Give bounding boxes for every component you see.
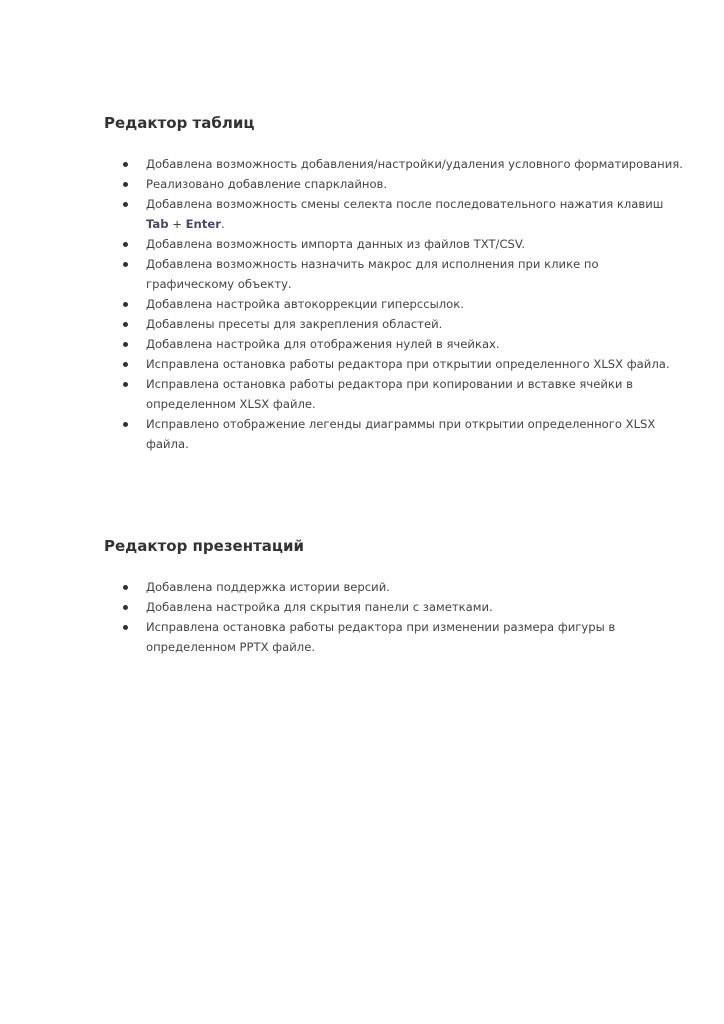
- bullet-icon: [123, 585, 128, 590]
- list-item-text: Исправлена остановка работы редактора при копировании и вставке ячейки в определенном XLSX файле.: [146, 377, 633, 411]
- list-item-text: Добавлена возможность назначить макрос для исполнения при клике по графическому объекту.: [146, 257, 599, 291]
- list-item: [104, 597, 684, 617]
- list-item: [104, 334, 684, 354]
- list-item-text: Добавлена возможность смены селекта после последовательного нажатия клавиш: [146, 197, 664, 211]
- list-item-text: Реализовано добавление спарклайнов.: [146, 177, 388, 191]
- bullet-icon: [123, 182, 128, 187]
- section-presentation-editor: [104, 536, 684, 657]
- bullet-list: [104, 577, 684, 657]
- bullet-icon: [123, 242, 128, 247]
- bullet-icon: [123, 382, 128, 387]
- list-item-text: Исправлено отображение легенды диаграммы при открытии определенного XLSX файла.: [146, 417, 656, 451]
- list-item-text: Исправлена остановка работы редактора при изменении размера фигуры в определенном PPTX файле.: [146, 620, 616, 654]
- bullet-icon: [123, 202, 128, 207]
- bullet-icon: [123, 362, 128, 367]
- bullet-icon: [123, 302, 128, 307]
- list-item-text: Добавлена настройка для отображения нулей в ячейках.: [146, 337, 500, 351]
- bullet-icon: [123, 162, 128, 167]
- list-item: [104, 354, 684, 374]
- list-item-text: Исправлена остановка работы редактора при открытии определенного XLSX файла.: [146, 357, 670, 371]
- list-item: [104, 374, 684, 414]
- list-item-text: Добавлена поддержка истории версий.: [146, 580, 390, 594]
- bullet-icon: [123, 322, 128, 327]
- bullet-icon: [123, 342, 128, 347]
- tab-key-label: Tab: [146, 217, 169, 231]
- bullet-icon: [123, 625, 128, 630]
- list-item-text: Добавлена настройка для скрытия панели с заметками.: [146, 600, 493, 614]
- list-item: [104, 294, 684, 314]
- bullet-icon: [123, 262, 128, 267]
- key-separator: +: [168, 217, 186, 231]
- bullet-list: [104, 154, 684, 454]
- list-item: [104, 254, 684, 294]
- list-item: [104, 314, 684, 334]
- list-item: [104, 577, 684, 597]
- list-item-text: Добавлена возможность импорта данных из файлов TXT/CSV.: [146, 237, 526, 251]
- list-item-text-end: .: [220, 217, 225, 231]
- section-title: Редактор таблиц: [104, 114, 255, 132]
- list-item: [104, 174, 684, 194]
- list-item: [104, 617, 684, 657]
- list-item-text: Добавлены пресеты для закрепления областей.: [146, 317, 443, 331]
- list-item: [104, 194, 684, 234]
- list-item: [104, 154, 684, 174]
- list-item-text: Добавлена возможность добавления/настройки/удаления условного форматирования.: [146, 157, 683, 171]
- section-title: Редактор презентаций: [104, 537, 305, 555]
- enter-key-label: Enter: [185, 217, 221, 231]
- section-spreadsheet-editor: [104, 113, 684, 454]
- list-item: [104, 414, 684, 454]
- list-item-text: Добавлена настройка автокоррекции гиперссылок.: [146, 297, 464, 311]
- bullet-icon: [123, 605, 128, 610]
- bullet-icon: [123, 422, 128, 427]
- list-item: [104, 234, 684, 254]
